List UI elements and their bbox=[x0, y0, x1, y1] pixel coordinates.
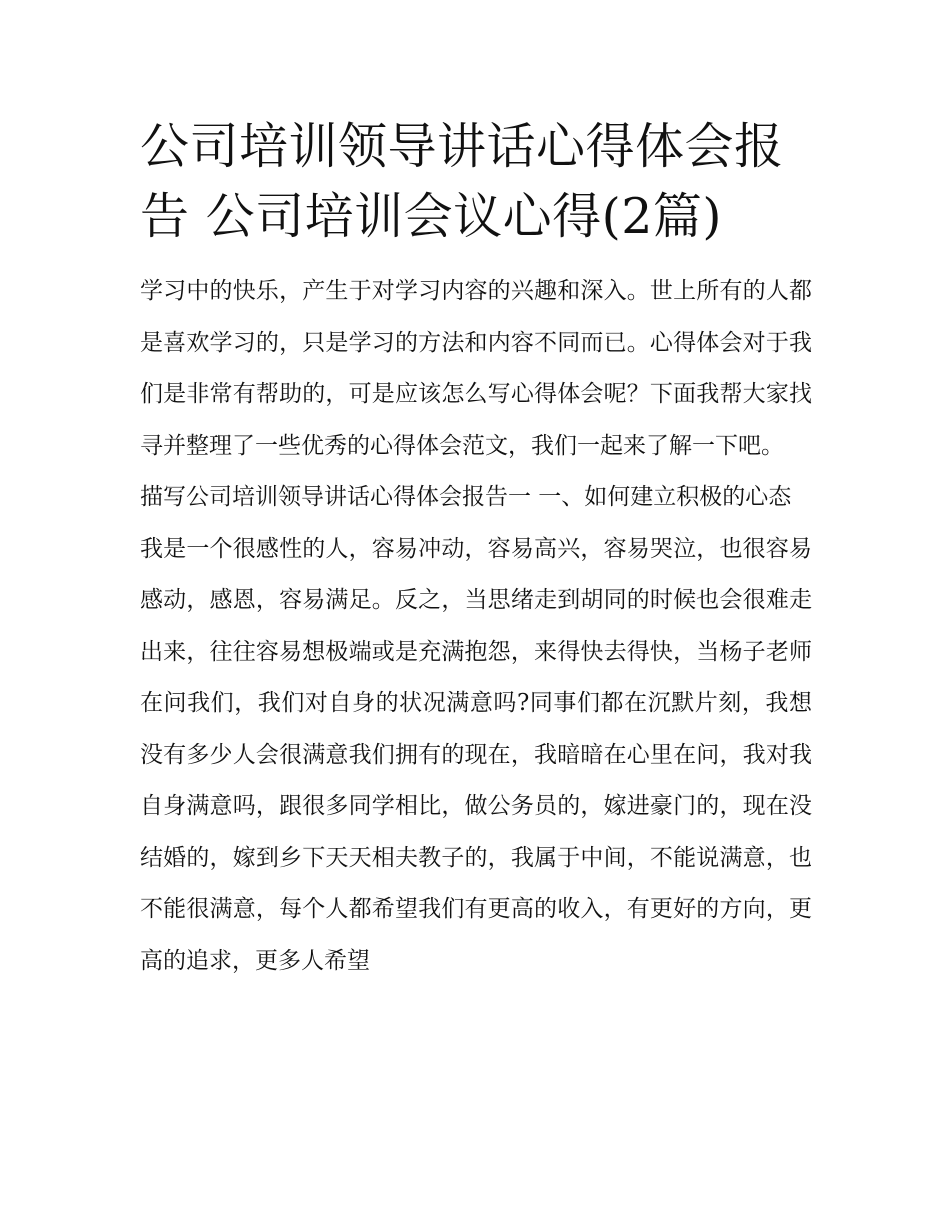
document-title: 公司培训领导讲话心得体会报告 公司培训会议心得(2篇) bbox=[140, 118, 784, 245]
body-paragraph: 我是一个很感性的人，容易冲动，容易高兴，容易哭泣，也很容易感动，感恩，容易满足。反之，当思绪走到胡同的时候也会很难走出来，往往容易想极端或是充满抱怨，来得快去得快，当杨子老师在问我们，我们对自身的状况满意吗?同事们都在沉默片刻，我想没有多少人会很满意我们拥有的现在，我暗暗在心里在问，我对我自身满意吗，跟很多同学相比，做公务员的，嫁进豪门的，现在没结婚的，嫁到乡下天天相夫教子的，我属于中间，不能说满意，也不能很满意，每个人都希望我们有更高的收入，有更好的方向，更高的追求，更多人希望 bbox=[140, 535, 812, 974]
section-heading: 描写公司培训领导讲话心得体会报告一 一、如何建立积极的心态 bbox=[140, 484, 792, 510]
intro-paragraph: 学习中的快乐，产生于对学习内容的兴趣和深入。世上所有的人都是喜欢学习的，只是学习的方法和内容不同而已。心得体会对于我们是非常有帮助的，可是应该怎么写心得体会呢？下面我帮大家找寻并整理了一些优秀的心得体会范文，我们一起来了解一下吧。 bbox=[140, 278, 812, 459]
document-page bbox=[140, 112, 812, 987]
